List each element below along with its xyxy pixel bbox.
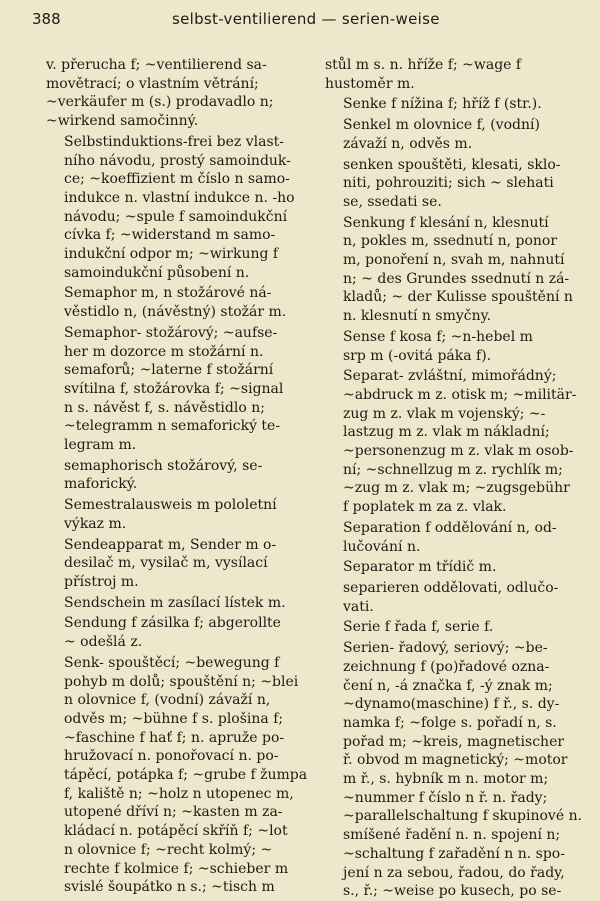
entry-line: m, ponoření n, svah m, nahnutí <box>343 252 565 269</box>
dictionary-entry <box>325 56 591 93</box>
entry-line: n, pokles m, ssednutí n, ponor <box>343 233 558 250</box>
entry-line: ního návodu, prostý samoinduk- <box>64 152 291 169</box>
entry-line: ~dynamo(maschine) f ř., s. dy- <box>343 696 560 713</box>
dictionary-entry <box>46 324 308 455</box>
dictionary-entry <box>46 594 308 613</box>
entry-line: indukce n. vlastní indukce n. -ho <box>64 189 295 206</box>
entry-line: desilač m, vysilač m, vysílací <box>64 555 268 572</box>
dictionary-entry <box>325 116 591 153</box>
entry-line: rechte f kolmice f; ~schieber m <box>64 860 289 877</box>
entry-line: odvěs m; ~bühne f s. plošina f; <box>64 710 284 727</box>
entry-line: pohyb m dolů; spouštění n; ~blei <box>64 673 299 690</box>
dictionary-entry <box>325 328 591 365</box>
entry-line: ~nummer f číslo n ř. n. řady; <box>343 789 548 806</box>
entry-line: f, kaliště n; ~holz n utopenec m, <box>64 785 294 802</box>
entry-line: semaphorisch stožárový, se- <box>64 457 263 474</box>
dictionary-entry <box>46 654 308 897</box>
dictionary-entry <box>325 618 591 637</box>
entry-line: ~wirkend samočinný. <box>46 113 199 130</box>
entry-line: Sendung f zásilka f; abgerollte <box>64 615 281 632</box>
dictionary-entry <box>325 95 591 114</box>
entry-line: maforický. <box>64 476 138 493</box>
entry-line: Senke f nížina f; hříž f (str.). <box>343 96 542 113</box>
dictionary-entry <box>325 156 591 212</box>
entry-line: vati. <box>343 598 374 615</box>
entry-line: f poplatek m za z. vlak. <box>343 499 507 516</box>
entry-line: ~verkäufer m (s.) prodavadlo n; <box>46 94 274 111</box>
entry-line: ce; ~koeffizient m číslo n samo- <box>64 171 290 188</box>
entry-line: namka f; ~folge s. pořadí n, s. <box>343 714 557 731</box>
entry-line: Senkel m olovnice f, (vodní) <box>343 117 540 134</box>
entry-line: cívka f; ~widerstand m samo- <box>64 227 276 244</box>
entry-line: se, ssedati se. <box>343 193 442 210</box>
entry-line: Sendschein m zasílací lístek m. <box>64 594 286 611</box>
entry-line: Serien- řadový, seriový; ~be- <box>343 640 548 657</box>
entry-line: utopené dříví n; ~kasten m za- <box>64 804 283 821</box>
entry-line: ní; ~schnellzug m z. rychlík m; <box>343 461 563 478</box>
dictionary-entry <box>46 614 308 651</box>
entry-line: Sense f kosa f; ~n-hebel m <box>343 328 533 345</box>
page-header <box>0 6 600 30</box>
entry-line: ~telegramm n semaforický te- <box>64 418 281 435</box>
entry-line: výkaz m. <box>64 515 127 532</box>
dictionary-entry <box>325 579 591 616</box>
entry-line: semaforů; ~laterne f stožární <box>64 362 274 379</box>
entry-line: návodu; ~spule f samoindukční <box>64 208 288 225</box>
entry-line: her m dozorce m stožární n. <box>64 343 264 360</box>
page-number: 388 <box>32 10 61 28</box>
dictionary-entry <box>46 457 308 494</box>
dictionary-entry <box>46 133 308 283</box>
entry-line: ~personenzug m z. vlak m osob- <box>343 443 574 460</box>
dictionary-entry <box>325 639 591 901</box>
entry-line: n. klesnutí n smyčny. <box>343 308 492 325</box>
entry-line: přístroj m. <box>64 573 139 590</box>
entry-line: Semestralausweis m pololetní <box>64 497 277 514</box>
left-column <box>46 56 308 897</box>
dictionary-entry <box>325 519 591 556</box>
entry-line: lastzug m z. vlak m nákladní; <box>343 424 550 441</box>
dictionary-entry <box>46 536 308 592</box>
entry-line: věstidlo n, (návěstný) stožár m. <box>64 304 287 321</box>
entry-line: kládací n. potápěcí skříň f; ~lot <box>64 823 288 840</box>
entry-line: Separat- zvláštní, mimořádný; <box>343 368 557 385</box>
entry-line: jení n za sebou, řadou, do řady, <box>343 864 565 881</box>
entry-line: Semaphor- stožárový; ~aufse- <box>64 324 278 341</box>
entry-line: závaží n, odvěs m. <box>343 135 473 152</box>
entry-line: Senk- spouštěcí; ~bewegung f <box>64 654 280 671</box>
entry-line: Semaphor m, n stožárové ná- <box>64 285 272 302</box>
entry-line: v. přerucha f; ~ventilierend sa- <box>46 57 267 73</box>
entry-line: hružovací n. ponořovací n. po- <box>64 748 279 765</box>
right-column <box>325 56 591 901</box>
entry-line: Serie f řada f, serie f. <box>343 619 494 636</box>
entry-line: s., ř.; ~weise po kusech, po se- <box>343 883 562 900</box>
entry-line: srp m (-ovitá páka f). <box>343 347 492 364</box>
entry-line: n olovnice f, (vodní) závaží n, <box>64 692 271 709</box>
entry-line: Senkung f klesání n, klesnutí <box>343 214 549 231</box>
entry-line: Selbstinduktions-frei bez vlast- <box>64 133 284 150</box>
entry-line: legram m. <box>64 437 137 454</box>
entry-line: Separator m třídič m. <box>343 559 497 576</box>
entry-line: Separation f oddělování n, od- <box>343 519 557 536</box>
entry-line: hustoměr m. <box>325 75 415 92</box>
entry-line: ~abdruck m z. otisk m; ~militär- <box>343 386 577 403</box>
entry-line: svítilna f, stožárovka f; ~signal <box>64 380 284 397</box>
entry-line: n s. návěst f, s. návěstidlo n; <box>64 399 265 416</box>
dictionary-entry <box>325 558 591 577</box>
dictionary-entry <box>325 214 591 326</box>
entry-line: pořad m; ~kreis, magnetischer <box>343 733 565 750</box>
dictionary-entry <box>325 367 591 517</box>
entry-line: ~ odešlá z. <box>64 634 143 651</box>
entry-line: ~zug m z. vlak m; ~zugsgebühr <box>343 480 570 497</box>
entry-line: zug m z. vlak m vojenský; ~- <box>343 405 546 422</box>
dictionary-entry <box>46 284 308 321</box>
entry-line: čení n, -á značka f, -ý znak m; <box>343 677 553 694</box>
entry-line: ~schaltung f zařadění n n. spo- <box>343 845 565 862</box>
entry-line: ~faschine f hať f; n. apruže po- <box>64 729 285 746</box>
entry-line: smíšené řadění n. n. spojení n; <box>343 827 561 844</box>
entry-line: movětrací; o vlastním větrání; <box>46 75 259 92</box>
entry-line: indukční odpor m; ~wirkung f <box>64 246 279 263</box>
entry-line: ř. obvod m magnetický; ~motor <box>343 752 568 769</box>
dictionary-entry <box>46 56 308 131</box>
entry-line: ~parallelschaltung f skupinové n. <box>343 808 583 825</box>
entry-line: kladů; ~ der Kulisse spouštění n <box>343 289 573 306</box>
entry-line: tápěcí, potápka f; ~grube f žumpa <box>64 767 308 784</box>
entry-line: stůl m s. n. hříže f; ~wage f <box>325 57 522 73</box>
entry-line: samoindukční působení n. <box>64 264 250 281</box>
entry-line: svislé šoupátko n s.; ~tisch m <box>64 879 275 896</box>
entry-line: Sendeapparat m, Sender m o- <box>64 536 277 553</box>
entry-line: separieren oddělovati, odlučo- <box>343 579 559 596</box>
entry-line: n olovnice f; ~recht kolmý; ~ <box>64 841 273 858</box>
entry-line: n; ~ des Grundes ssednutí n zá- <box>343 270 570 287</box>
running-title: selbst-ventilierend — serien-weise <box>172 10 440 28</box>
entry-line: m ř., s. hybník m n. motor m; <box>343 771 549 788</box>
entry-line: niti, pohrouziti; sich ~ slehati <box>343 175 554 192</box>
dictionary-entry <box>46 496 308 533</box>
entry-line: lučování n. <box>343 538 421 555</box>
entry-line: senken spouštěti, klesati, sklo- <box>343 156 561 173</box>
entry-line: zeichnung f (po)řadové ozna- <box>343 658 550 675</box>
